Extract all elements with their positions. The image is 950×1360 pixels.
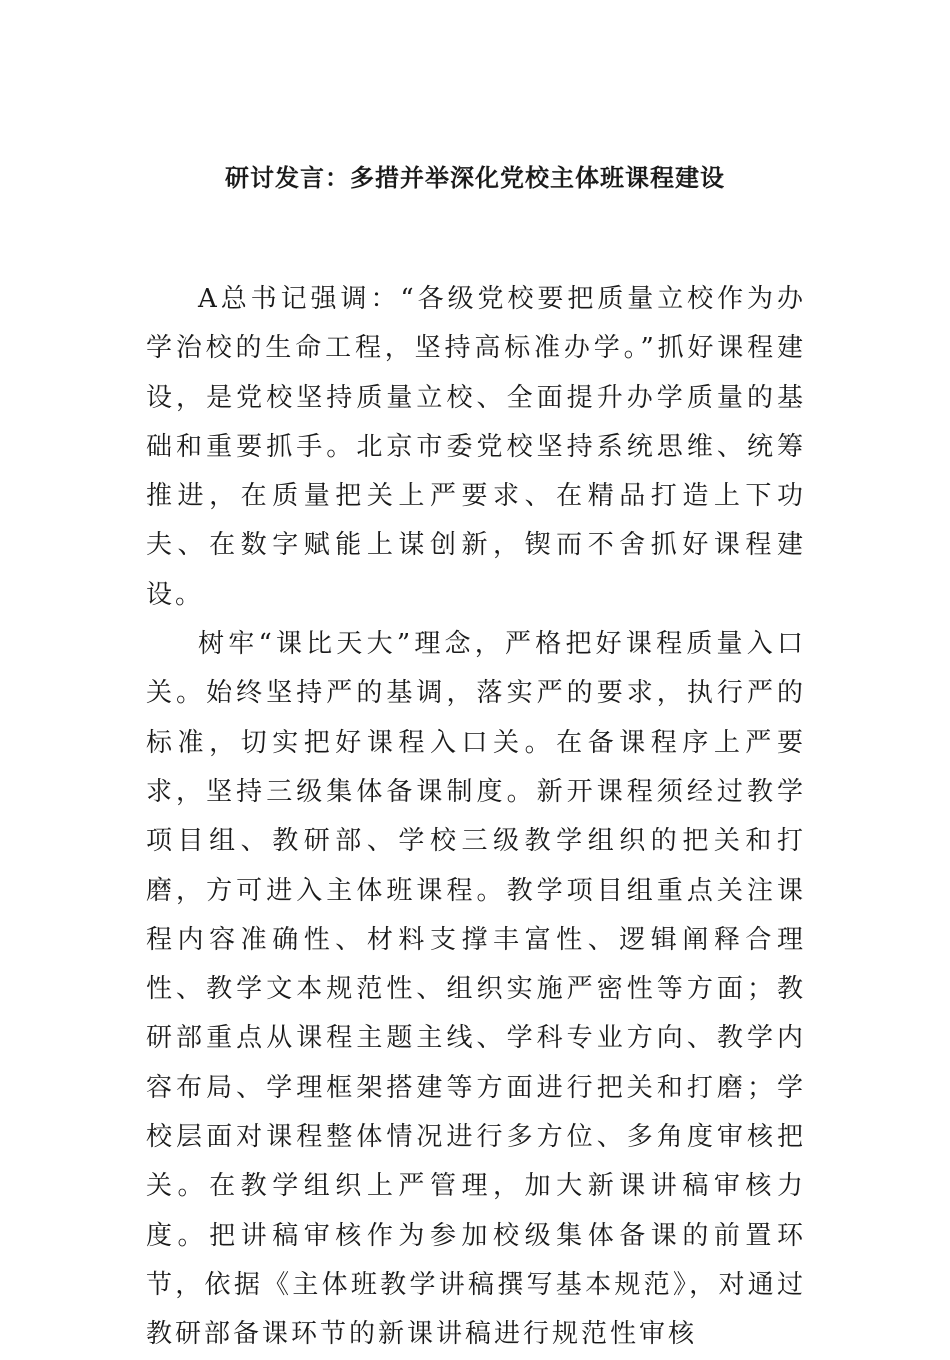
document-body [146, 275, 806, 1360]
paragraph-2: 树牢“课比天大”理念，严格把好课程质量入口关。始终坚持严的基调，落实严的要求，执行严的标准，切实把好课程入口关。在备课程序上严要求，坚持三级集体备课制度。新开课程须经过教学项目组、教研部、学校三级教学组织的把关和打磨，方可进入主体班课程。教学项目组重点关注课程内容准确性、材料支撑丰富性、逻辑阐释合理性、教学文本规范性、组织实施严密性等方面；教研部重点从课程主题主线、学科专业方向、教学内容布局、学理框架搭建等方面进行把关和打磨；学校层面对课程整体情况进行多方位、多角度审核把关。在教学组织上严管理，加大新课讲稿审核力度。把讲稿审核作为参加校级集体备课的前置环节，依据《主体班教学讲稿撰写基本规范》，对通过教研部备课环节的新课讲稿进行规范性审核 [146, 629, 806, 1350]
document-title: 研讨发言：多措并举深化党校主体班课程建设 [225, 164, 725, 192]
paragraph-1: A总书记强调：“各级党校要把质量立校作为办学治校的生命工程，坚持高标准办学。”抓好课程建设，是党校坚持质量立校、全面提升办学质量的基础和重要抓手。北京市委党校坚持系统思维、统筹推进，在质量把关上严要求、在精品打造上下功夫、在数字赋能上谋创新，锲而不舍抓好课程建设。 [146, 284, 806, 610]
